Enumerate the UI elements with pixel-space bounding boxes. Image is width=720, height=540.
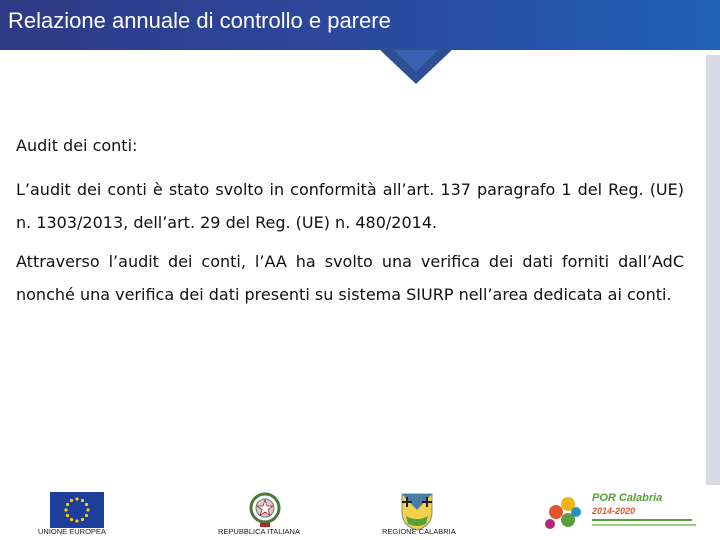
por-underline (592, 519, 692, 521)
calabria-label: REGIONE CALABRIA (382, 527, 456, 536)
italia-label: REPUBBLICA ITALIANA (218, 527, 300, 536)
title-banner (0, 0, 720, 50)
por-years: 2014-2020 (592, 506, 636, 516)
section-heading: Audit dei conti: (16, 136, 138, 155)
right-edge-strip (706, 55, 720, 485)
banner-arrow-inner-decoration (394, 50, 438, 72)
slide-body (16, 136, 684, 311)
footer-logos (0, 484, 720, 540)
por-calabria-logo-icon (542, 490, 702, 536)
por-underline (592, 524, 696, 526)
calabria-coat-of-arms-icon (396, 490, 438, 532)
por-title: POR Calabria (592, 492, 663, 504)
eu-flag-icon (50, 492, 104, 528)
paragraph: Attraverso l’audit dei conti, l’AA ha svolto una verifica dei dati forniti dall’AdC nonché una verifica dei dati presenti su sistema SIURP nell’area dedicata ai conti. (16, 252, 684, 304)
page-title: Relazione annuale di controllo e parere (8, 8, 391, 33)
paragraph: L’audit dei conti è stato svolto in conformità all’art. 137 paragrafo 1 del Reg. (UE) n. 1303/2013, dell’art. 29 del Reg. (UE) n. 480/2014. (16, 180, 684, 232)
eu-label: UNIONE EUROPEA (38, 527, 106, 536)
italian-emblem-icon (246, 490, 284, 530)
